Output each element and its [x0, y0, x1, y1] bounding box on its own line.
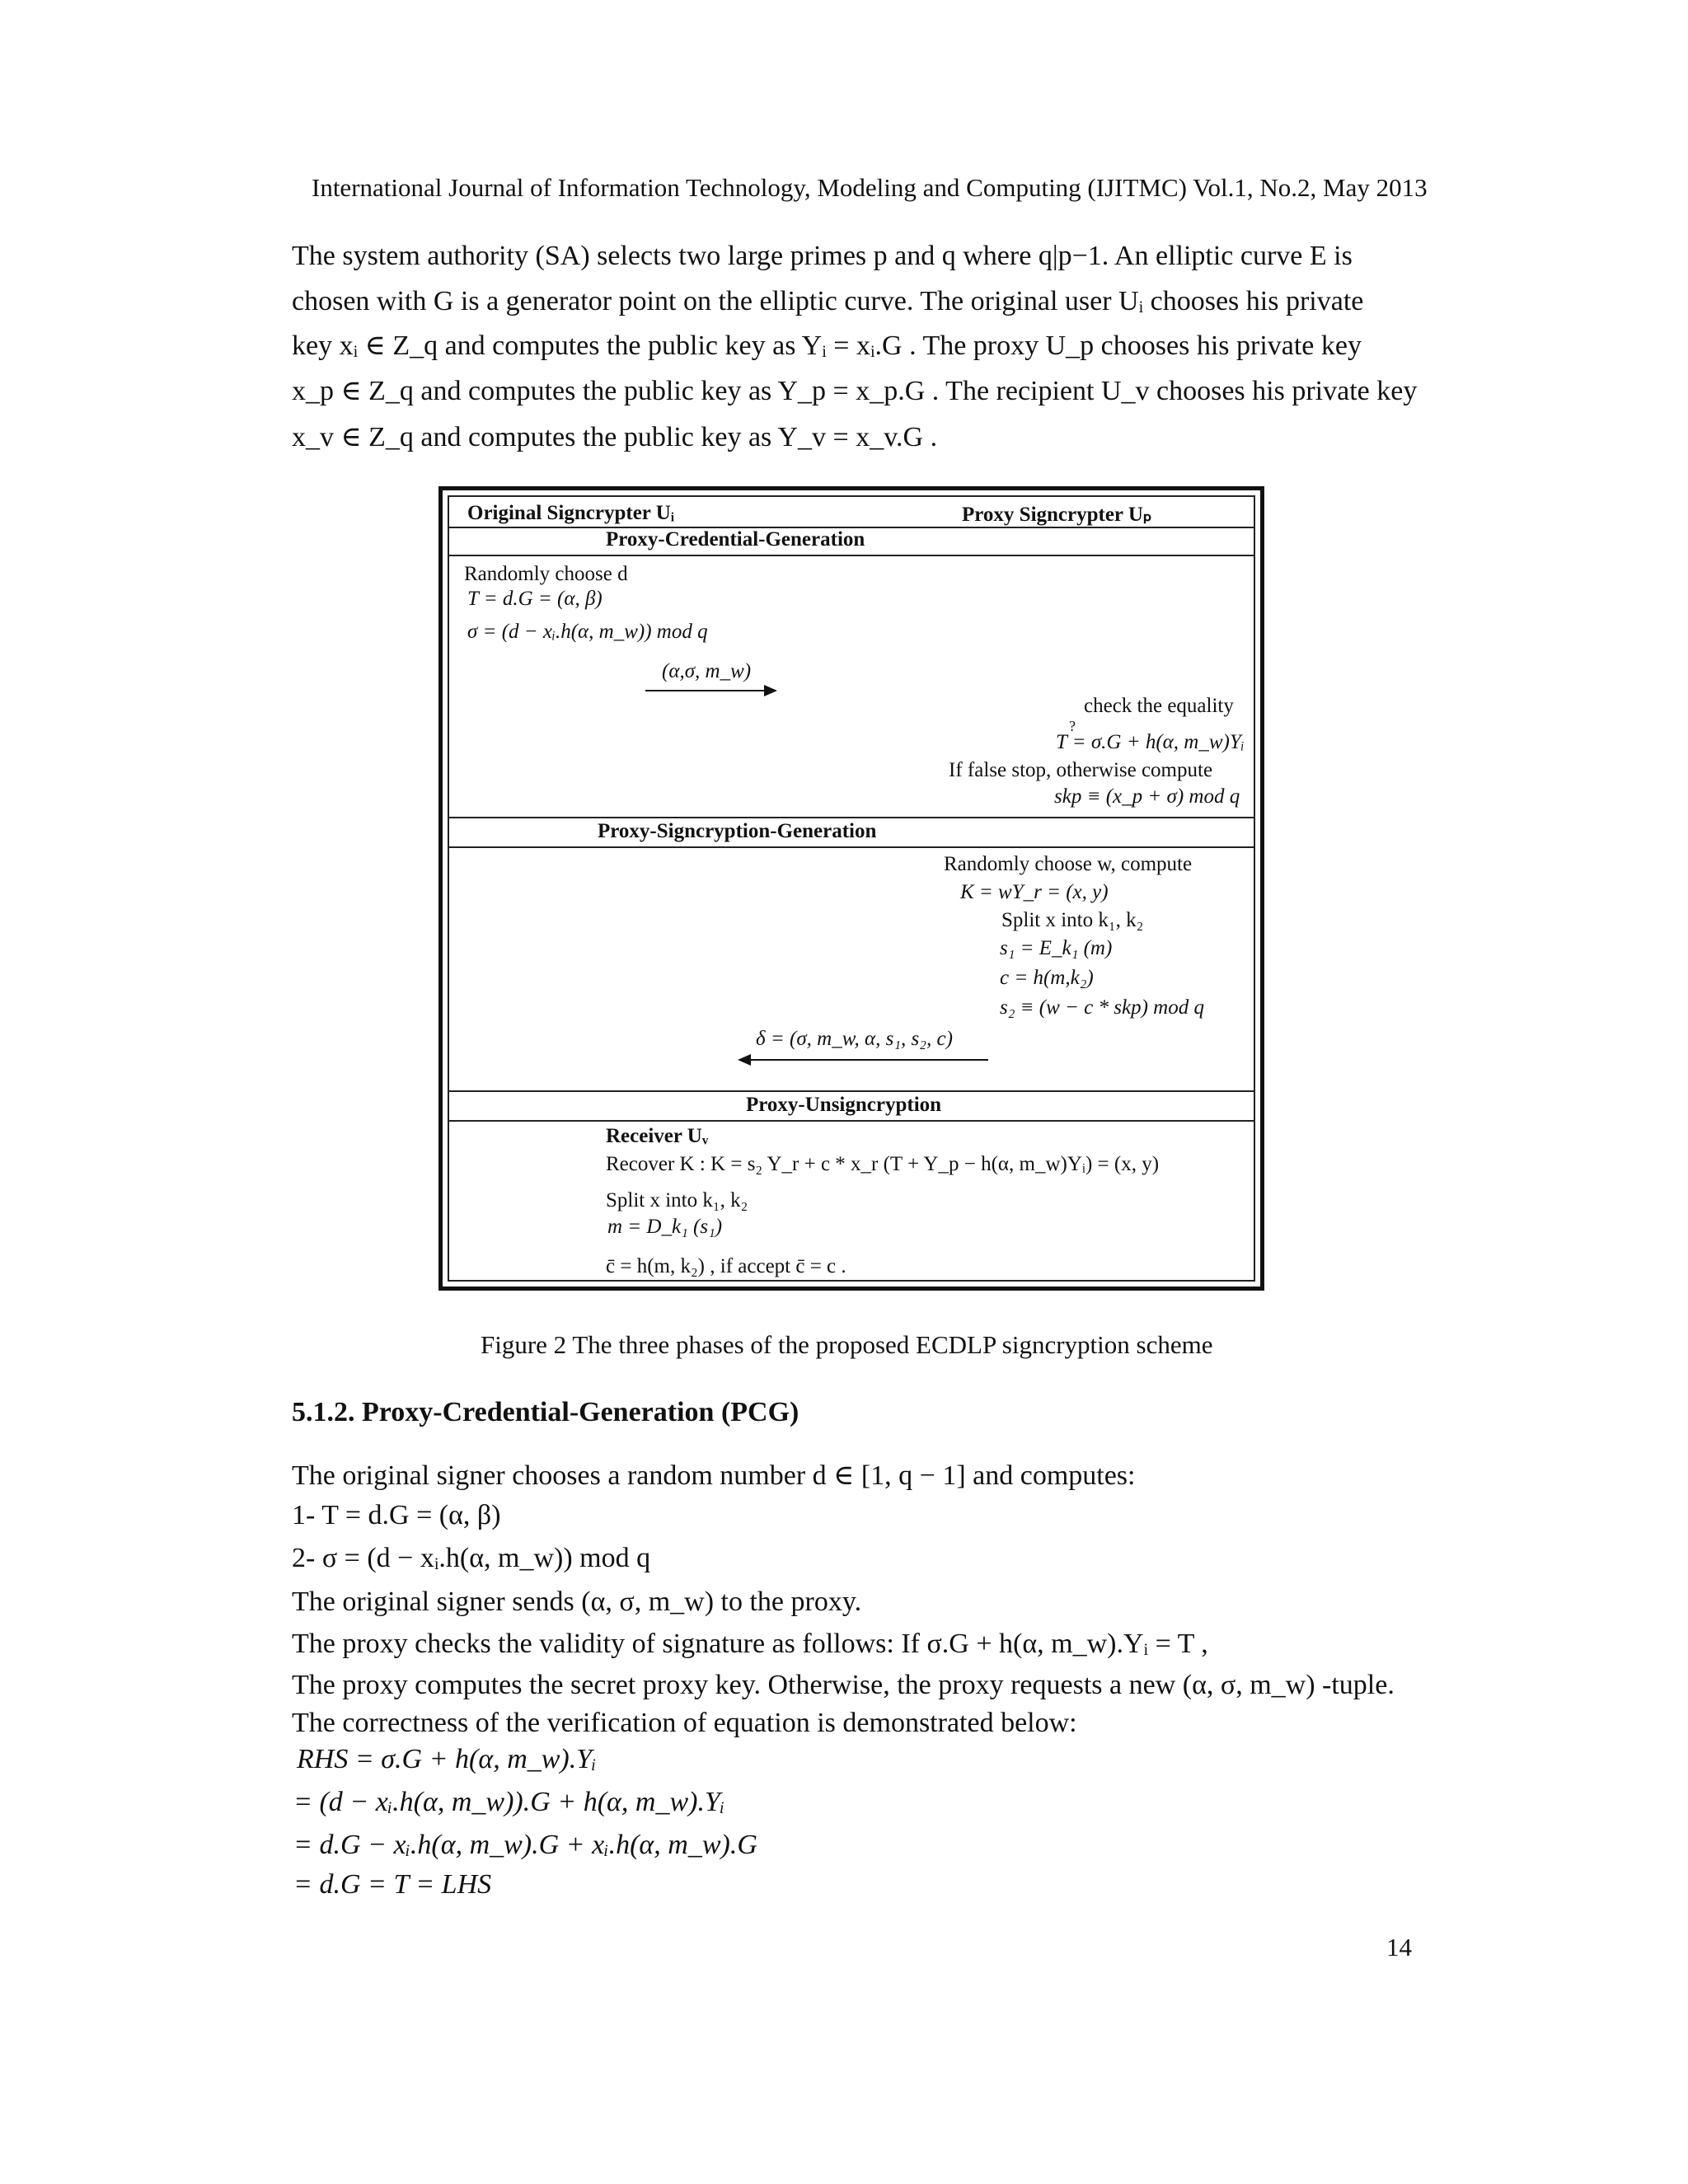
psg-right-line-2: K = wY_r = (x, y)	[960, 881, 1109, 903]
divider	[449, 1090, 1254, 1092]
equation-line-2: = (d − xᵢ.h(α, m_w)).G + h(α, m_w).Yᵢ	[293, 1787, 725, 1817]
psg-phase-title: Proxy-Signcryption-Generation	[598, 820, 877, 842]
pcg-right-line-4: If false stop, otherwise compute	[949, 759, 1213, 781]
running-header: International Journal of Information Technology, Modeling and Computing (IJITMC) Vol.1, No.2, May 2013	[312, 173, 1428, 202]
psg-right-line-1: Randomly choose w, compute	[944, 853, 1193, 875]
section-heading: 5.1.2. Proxy-Credential-Generation (PCG)	[292, 1397, 799, 1427]
figure-caption: Figure 2 The three phases of the proposed ECDLP signcryption scheme	[481, 1330, 1213, 1359]
body-line-5: The proxy checks the validity of signature as follows: If σ.G + h(α, m_w).Yᵢ = T ,	[292, 1629, 1208, 1659]
arrow-to-proxy	[645, 690, 776, 691]
psg-right-line-6: s₂ ≡ (w − c * skp) mod q	[1000, 996, 1204, 1019]
body-line-7: The correctness of the verification of equation is demonstrated below:	[292, 1708, 1077, 1738]
equation-line-3: = d.G − xᵢ.h(α, m_w).G + xᵢ.h(α, m_w).G	[293, 1830, 757, 1860]
pcg-right-line-2: ?	[1069, 718, 1076, 734]
intro-line-3: key xᵢ ∈ Z_q and computes the public key as Yᵢ = xᵢ.G . The proxy U_p chooses his private key	[292, 330, 1362, 361]
divider	[449, 1120, 1254, 1122]
body-line-2: 1- T = d.G = (α, β)	[292, 1500, 501, 1530]
pu-line-3: Split x into k₁, k₂	[606, 1189, 748, 1212]
arrow-to-receiver	[739, 1059, 988, 1061]
equation-line-1: RHS = σ.G + h(α, m_w).Yᵢ	[297, 1744, 597, 1774]
body-line-6: The proxy computes the secret proxy key. Otherwise, the proxy requests a new (α, σ, m_w) -tuple.	[292, 1670, 1395, 1700]
intro-line-4: x_p ∈ Z_q and computes the public key as Y_p = x_p.G . The recipient U_v chooses his private key	[292, 376, 1418, 406]
body-line-3: 2- σ = (d − xᵢ.h(α, m_w)) mod q	[292, 1543, 651, 1573]
protocol-figure	[438, 486, 1264, 1291]
pcg-left-line-1: Randomly choose d	[464, 563, 628, 585]
page-number: 14	[1386, 1933, 1412, 1961]
psg-right-line-4: s₁ = E_k₁ (m)	[1000, 937, 1113, 959]
intro-line-5: x_v ∈ Z_q and computes the public key as Y_v = x_v.G .	[292, 422, 938, 452]
psg-right-line-3: Split x into k₁, k₂	[1001, 909, 1144, 931]
body-line-4: The original signer sends (α, σ, m_w) to the proxy.	[292, 1586, 862, 1617]
pcg-left-line-2: T = d.G = (α, β)	[467, 588, 603, 610]
body-line-1: The original signer chooses a random number d ∈ [1, q − 1] and computes:	[292, 1460, 1136, 1491]
right-party-label: Proxy Signcrypter Uₚ	[962, 504, 1152, 526]
intro-line-1: The system authority (SA) selects two large primes p and q where q|p−1. An elliptic curve E is	[292, 241, 1353, 271]
divider	[449, 555, 1254, 556]
pcg-left-line-3: σ = (d − xᵢ.h(α, m_w)) mod q	[467, 621, 708, 643]
pcg-phase-title: Proxy-Credential-Generation	[606, 528, 865, 551]
pu-line-1: Receiver Uᵥ	[606, 1125, 709, 1147]
divider	[449, 817, 1254, 818]
psg-right-line-5: c = h(m,k₂)	[1000, 967, 1094, 989]
pu-line-2: Recover K : K = s₂ Y_r + c * x_r (T + Y_p − h(α, m_w)Yᵢ) = (x, y)	[606, 1153, 1160, 1175]
pu-phase-title: Proxy-Unsigncryption	[746, 1094, 942, 1116]
pcg-right-line-1: check the equality	[1084, 695, 1234, 717]
pu-line-4: m = D_k₁ (s₁)	[607, 1216, 723, 1238]
pcg-message: (α,σ, m_w)	[662, 660, 752, 682]
pu-line-5: c̄ = h(m, k₂) , if accept c̄ = c .	[606, 1255, 846, 1277]
psg-message: δ = (σ, m_w, α, s₁, s₂, c)	[756, 1028, 953, 1050]
left-party-label: Original Signcrypter Uᵢ	[467, 502, 675, 524]
protocol-figure-frame	[448, 495, 1255, 1282]
intro-line-2: chosen with G is a generator point on the elliptic curve. The original user Uᵢ chooses his private	[292, 286, 1364, 316]
divider	[449, 846, 1254, 848]
pcg-right-line-5: skp ≡ (x_p + σ) mod q	[1054, 785, 1240, 808]
pcg-right-line-3: T = σ.G + h(α, m_w)Yᵢ	[1056, 731, 1245, 753]
equation-line-4: = d.G = T = LHS	[293, 1869, 492, 1900]
